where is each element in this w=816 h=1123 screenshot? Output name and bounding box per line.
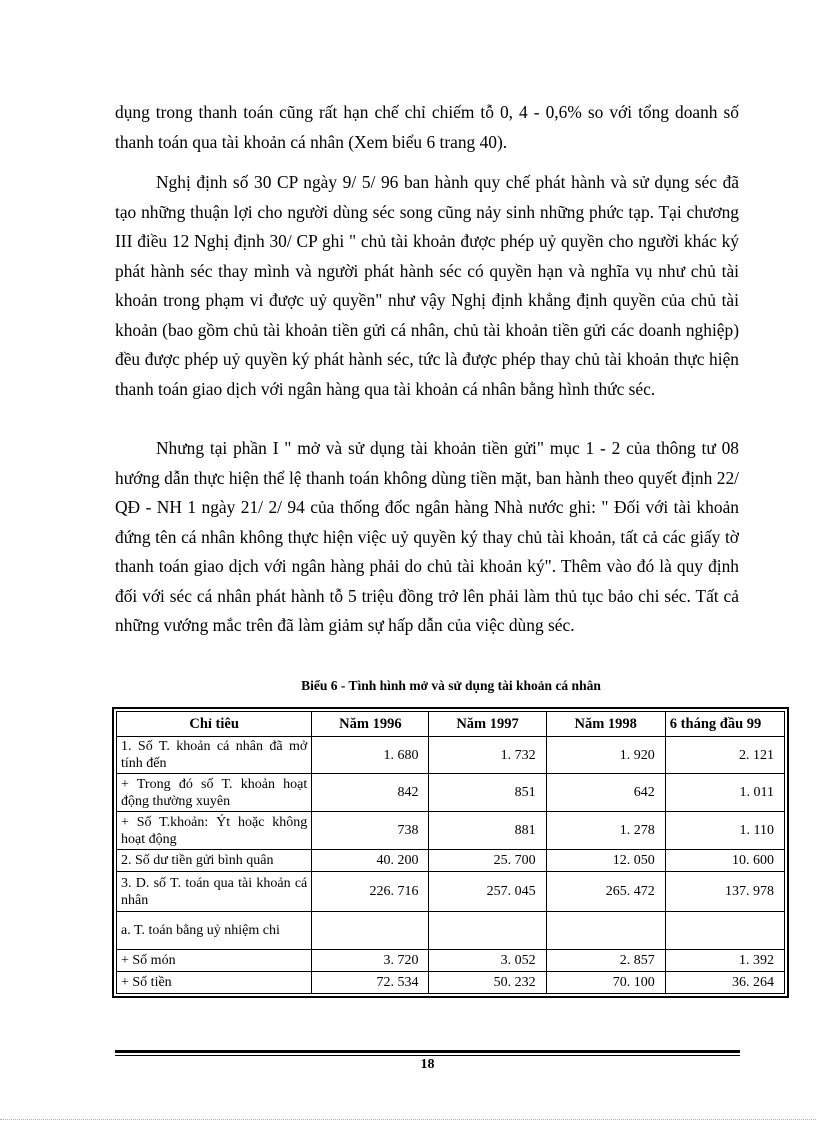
table-cell: 72. 534 (312, 972, 429, 994)
table-cell (546, 912, 665, 950)
table-cell: 226. 716 (312, 872, 429, 912)
table-cell: 881 (429, 812, 546, 850)
table-row (117, 972, 785, 994)
table-cell-label: + Trong đó số T. khoản hoạt động thường xuyên (117, 774, 312, 812)
statistics-table (116, 711, 785, 994)
table-row (117, 737, 785, 774)
paragraph-2: Nghị định số 30 CP ngày 9/ 5/ 96 ban hành quy chế phát hành và sử dụng séc đã tạo những thuận lợi cho người dùng séc song cũng nảy sinh những phức tạp. Tại chương III điều 12 Nghị định 30/ CP ghi " chủ tài khoản được phép uỷ quyền cho người khác ký phát hành séc thay mình và người phát hành séc có quyền hạn và nghĩa vụ như chủ tài khoản trong phạm vi được uỷ quyền" như vậy Nghị định khẳng định quyền của chủ tài khoản (bao gồm chủ tài khoản tiền gửi cá nhân, chủ tài khoản tiền gửi các doanh nghiệp) đều được phép uỷ quyền ký phát hành séc, tức là được phép thay chủ tài khoản thực hiện thanh toán giao dịch với ngân hàng qua tài khoản cá nhân bằng hình thức séc. (115, 172, 739, 399)
table-cell: 1. 732 (429, 737, 546, 774)
table-cell: 1. 110 (665, 812, 784, 850)
table-cell: 851 (429, 774, 546, 812)
table-cell: 2. 121 (665, 737, 784, 774)
table-cell-label: 2. Số dư tiền gửi bình quân (117, 850, 312, 872)
table-header-cell: Năm 1998 (546, 712, 665, 737)
table-cell: 257. 045 (429, 872, 546, 912)
table-row (117, 950, 785, 972)
table-cell: 10. 600 (665, 850, 784, 872)
table-cell-label: + Số tiền (117, 972, 312, 994)
table-cell: 1. 278 (546, 812, 665, 850)
table-row (117, 912, 785, 950)
table-header-cell: Chỉ tiêu (117, 712, 312, 737)
table-cell: 642 (546, 774, 665, 812)
table-cell: 25. 700 (429, 850, 546, 872)
table-cell: 3. 720 (312, 950, 429, 972)
table-header-cell: 6 tháng đầu 99 (665, 712, 784, 737)
table-cell: 50. 232 (429, 972, 546, 994)
page-bottom-dotted-line (0, 1119, 816, 1120)
table-cell-label: + Số món (117, 950, 312, 972)
table-cell: 1. 680 (312, 737, 429, 774)
table-cell-label: + Số T.khoản: Ýt hoặc không hoạt động (117, 812, 312, 850)
table-header-row (117, 712, 785, 737)
paragraph-1: dụng trong thanh toán cũng rất hạn chế chỉ chiếm tỗ 0, 4 - 0,6% so với tổng doanh số thanh toán qua tài khoản cá nhân (Xem biểu 6 trang 40). (115, 102, 739, 152)
table-row (117, 812, 785, 850)
table-cell-label: 3. D. số T. toán qua tài khoản cá nhân (117, 872, 312, 912)
table-cell: 137. 978 (665, 872, 784, 912)
table-cell: 738 (312, 812, 429, 850)
table-cell: 1. 011 (665, 774, 784, 812)
footer-divider (115, 1050, 740, 1056)
table-cell: 842 (312, 774, 429, 812)
table-row (117, 774, 785, 812)
paragraph-3: Nhưng tại phần I " mở và sử dụng tài khoản tiền gửi" mục 1 - 2 của thông tư 08 hướng dẫn thực hiện thể lệ thanh toán không dùng tiền mặt, ban hành theo quyết định 22/ QĐ - NH 1 ngày 21/ 2/ 94 của thống đốc ngân hàng Nhà nước ghi: " Đối với tài khoản đứng tên cá nhân không thực hiện việc uỷ quyền ký thay chủ tài khoản, tất cả các giấy tờ thanh toán giao dịch với ngân hàng phải do chủ tài khoản ký". Thêm vào đó là quy định đối với séc cá nhân phát hành tỗ 5 triệu đồng trở lên phải làm thủ tục bảo chi séc. Tất cả những vướng mắc trên đã làm giảm sự hấp dẫn của việc dùng séc. (115, 438, 739, 635)
table-cell (312, 912, 429, 950)
table-cell: 1. 392 (665, 950, 784, 972)
table-caption: Biểu 6 - Tình hình mở và sử dụng tài khoản cá nhân (301, 678, 601, 693)
table-cell-label: 1. Số T. khoản cá nhân đã mở tính đến (117, 737, 312, 774)
table-row (117, 850, 785, 872)
table-cell: 70. 100 (546, 972, 665, 994)
table-cell-label: a. T. toán bằng uỷ nhiệm chi (117, 912, 312, 950)
table-cell: 2. 857 (546, 950, 665, 972)
table-cell: 12. 050 (546, 850, 665, 872)
table-cell: 1. 920 (546, 737, 665, 774)
page-number: 18 (420, 1057, 435, 1072)
table-frame (112, 707, 789, 998)
table-cell: 3. 052 (429, 950, 546, 972)
table-header-cell: Năm 1996 (312, 712, 429, 737)
table-header-cell: Năm 1997 (429, 712, 546, 737)
table-cell: 265. 472 (546, 872, 665, 912)
table-cell (665, 912, 784, 950)
table-cell: 40. 200 (312, 850, 429, 872)
table-cell: 36. 264 (665, 972, 784, 994)
table-cell (429, 912, 546, 950)
table-row (117, 872, 785, 912)
